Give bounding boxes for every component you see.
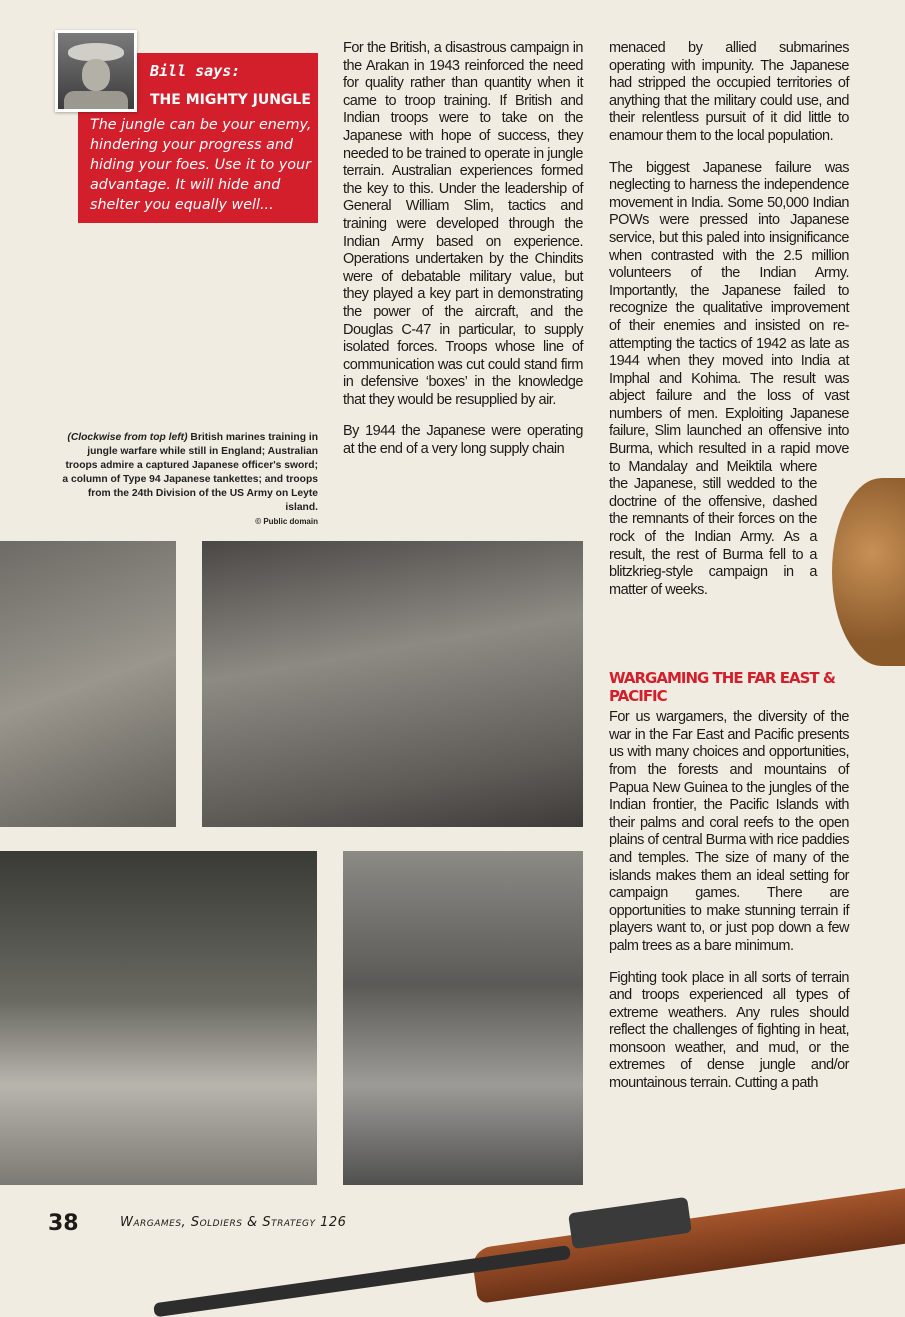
photo-caption [62, 431, 318, 529]
section-heading: WARGAMING THE FAR EAST & PACIFIC [609, 669, 835, 705]
photo-marines-training [0, 541, 176, 827]
paragraph: Fighting took place in all sorts of terrain and troops experienced all types of extreme weathers. Any rules should reflect the challenges of fighting in heat, monsoon weather, and mud, or the extremes of dense jungle and/or mountainous terrain. Cutting a path [609, 969, 849, 1092]
helmet-wrap-spacer [817, 470, 849, 670]
page-number: 38 [48, 1211, 79, 1236]
photo-tankette-column [343, 851, 583, 1185]
magazine-title: Wargames, Soldiers & Strategy 126 [120, 1215, 347, 1230]
paragraph: For us wargamers, the diversity of the war in the Far East and Pacific presents us with many choices and opportunities, from the forests and mountains of Papua New Guinea to the jungles of the Indian frontier, the Pacific Islands with their palms and coral reefs to the open plains of central Burma with rice paddies and temples. The size of many of the islands makes them an ideal setting for campaign games. There are opportunities to make stunning terrain if players want to, or just pop down a few palm trees as a bare minimum. [609, 709, 849, 954]
sidebar-speaker: Bill says: [150, 62, 241, 80]
body-column-2 [609, 40, 849, 1107]
photo-credit: © Public domain [255, 517, 318, 526]
paragraph: menaced by allied submarines operating with impunity. The Japanese had stripped the occupied territories of anything that the military could use, and their relentless pursuit of it did little to enamour them to the local population. [609, 40, 849, 144]
caption-lead: (Clockwise from top left) [67, 432, 188, 443]
sidebar-text: The jungle can be your enemy, hindering your progress and hiding your foes. Use it to your advantage. It will hide and shelter you equally well... [90, 117, 312, 213]
paragraph: By 1944 the Japanese were operating at the end of a very long supply chain [343, 423, 583, 458]
photo-us-troops-leyte [0, 851, 317, 1185]
caption-text: British marines training in jungle warfare while still in England; Australian troops admire a captured Japanese officer's sword; a column of Type 94 Japanese tankettes; and troops from the 24th Division of the US Army on Leyte island. [62, 432, 318, 513]
photo-australian-troops [202, 541, 583, 827]
body-column-1 [343, 40, 583, 473]
bill-portrait [55, 30, 137, 112]
sidebar-title: THE MIGHTY JUNGLE [150, 92, 311, 108]
paragraph: For the British, a disastrous campaign in the Arakan in 1943 reinforced the need for quality rather than quantity when it came to troop training. If British and Indian troops were to take on the Japanese with hope of success, they needed to be trained to operate in jungle terrain. Australian experiences formed the key to this. Under the leadership of General William Slim, tactics and training were developed through the Indian Army based on experience. Operations undertaken by the Chindits were of debatable military value, but they played a key part in demonstrating the power of the aircraft, and the Douglas C-47 in particular, to supply isolated forces. Troops whose line of communication was cut could stand firm in defensive ‘boxes’ in the knowledge that they would be resupplied by air. [343, 40, 583, 408]
paragraph: The biggest Japanese failure was neglecting to harness the independence movement in India. Some 50,000 Indian POWs were pressed into Japanese service, but this paled into insignificance when contrasted with the 2.5 million volunteers of the Indian Army. Importantly, the Japanese failed to recognize the qualitative improvement of their enemies and insisted on re-attempting the tactics of 1942 as late as 1944 when they moved into India at Imphal and Kohima. The result was abject failure and the loss of vast numbers of men. Exploiting Japanese failure, Slim launched an offensive into Burma, which resulted in a rapid move to Mandalay and Meiktila where the Japanese, still wedded to the doctrine of the offensive, dashed the remnants of their forces on the rock of the Indian Army. As a result, the rest of Burma fell to a blitzkrieg-style campaign in a matter of weeks. [609, 159, 849, 598]
